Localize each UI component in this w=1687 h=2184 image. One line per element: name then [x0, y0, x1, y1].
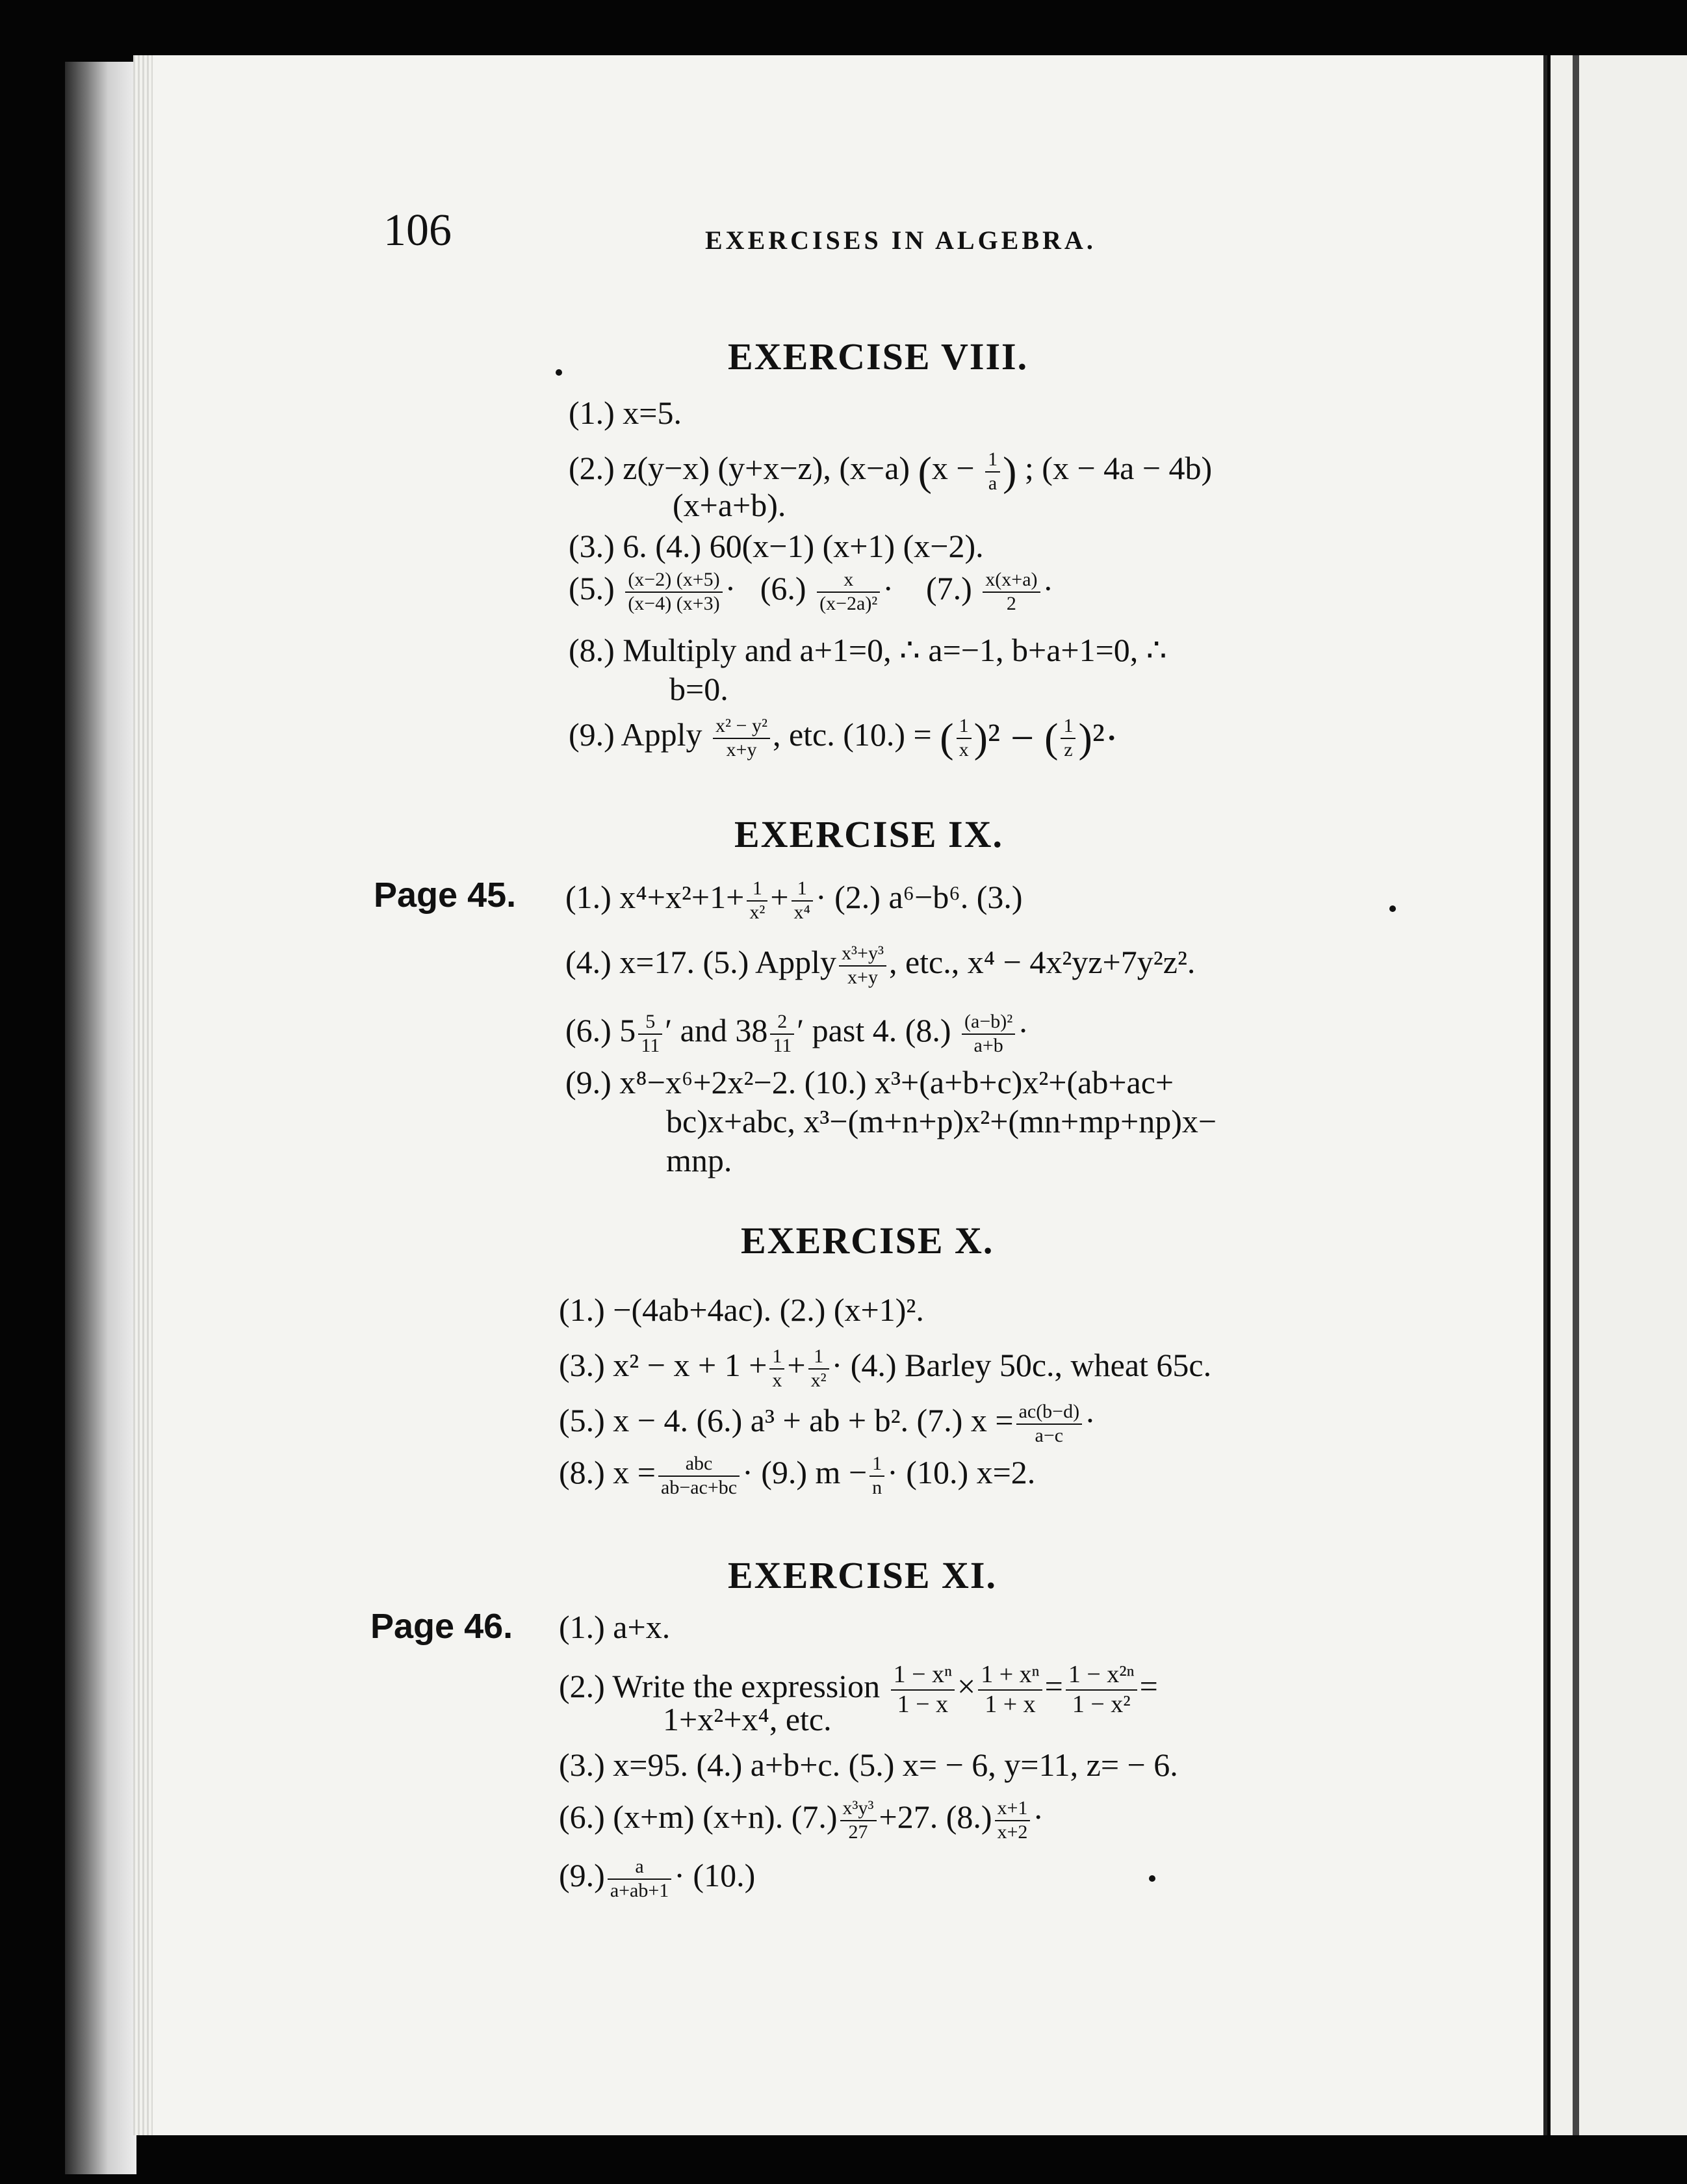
fraction: $\frac{1}{\text{x²}}$: [808, 1346, 829, 1392]
fraction: $\frac{x(x+a)}{2}$: [983, 569, 1040, 615]
ex11-answer-1: (1.) a+x.: [559, 1609, 671, 1645]
fraction: $\frac{ac(b-d)}{a-c}$: [1016, 1401, 1083, 1447]
ex11-answers-3-5: (3.) x=95. (4.) a+b+c. (5.) x= − 6, y=11, z= − 6.: [559, 1747, 1178, 1783]
ex8-answers-3-4: (3.) 6. (4.) 60(x−1) (x+1) (x−2).: [569, 528, 984, 564]
ex8-answer-8: (8.) Multiply and a+1=0, ∴ a=−1, b+a+1=0, ∴: [569, 632, 1167, 668]
ex9-answers-4-5: (4.) x=17. (5.) Apply $\frac{\text{x³+y³}}{x+y}$ , etc., x⁴ − 4x²yz+7y²z².: [565, 942, 1196, 988]
ex9-answer-10-continued: bc)x+abc, x³−(m+n+p)x²+(mn+mp+np)x−: [666, 1103, 1217, 1139]
fraction: $\frac{1}{\text{x⁴}}$: [792, 878, 813, 924]
ex10-answers-8-10: (8.) x = abc ab−ac+bc · (9.) m − $\frac{1}{n}$ · (10.) x=2.: [559, 1453, 1036, 1498]
fraction: $\frac{1}{z}$: [1061, 715, 1075, 761]
fraction: $\frac{x}{\text{(x−2a)²}}$: [817, 569, 880, 615]
ink-speck: [1149, 1875, 1155, 1882]
ex9-answers-6-8: (6.) 5 $\frac{5}{11}$ ′ and 38 $\frac{2}{11}$ ′ past 4. (8.) $\frac{\text{(a−b)²}}{a+b}$ ·: [565, 1011, 1029, 1056]
exercise-x-heading: EXERCISE X.: [741, 1219, 994, 1262]
fraction: $\frac{\text{(a−b)²}}{a+b}$: [962, 1011, 1015, 1057]
exercise-viii-heading: EXERCISE VIII.: [728, 335, 1029, 378]
ex10-answers-3-4: (3.) x² − x + 1 + $\frac{1}{x}$ + $\frac{1}{\text{x²}}$ · (4.) Barley 50c., wheat 65c.: [559, 1346, 1212, 1391]
ex8-answers-5-7: (5.) $\frac{(x-2) (x+5)}{(x-4) (x+3)}$ · (6.) $\frac{x}{\text{(x−2a)²}}$ · (7.) $\frac{x(x+a)}{2}$ ·: [569, 569, 1054, 614]
fraction: $\frac{\text{x² − y²}}{x+y}$: [713, 715, 770, 761]
ex8-answer-2-text: (2.) z(y−x) (y+x−z), (x−a): [569, 449, 910, 486]
ex11-answers-6-8: (6.) (x+m) (x+n). (7.) $\frac{\text{x³y³}}{27}$ +27. (8.) $\frac{x+1}{x+2}$ ·: [559, 1797, 1044, 1843]
page-gutter-line: [1573, 55, 1579, 2135]
facing-page-edge: [1551, 55, 1687, 2135]
ex8-answer-2-tail: ; (x − 4a − 4b): [1024, 449, 1213, 486]
ink-speck: [1389, 905, 1396, 912]
fraction: abc ab−ac+bc: [658, 1453, 740, 1499]
ex8-answers-9-10: (9.) Apply $\frac{\text{x² − y²}}{x+y}$ , etc. (10.) = ( $\frac{1}{x}$ )² − ( $\frac{1}{z}$ )²·: [569, 714, 1119, 761]
ink-speck: [556, 369, 562, 376]
ex8-answer-2-inner: x −: [931, 449, 975, 486]
fraction: $\frac{1}{x}$: [957, 715, 972, 761]
fraction: $\frac{x+1}{x+2}$: [995, 1797, 1031, 1843]
ex9-answer-10-end: mnp.: [666, 1142, 732, 1178]
fraction: $\frac{2}{11}$: [770, 1011, 794, 1057]
fraction: $\frac{5}{11}$: [638, 1011, 662, 1057]
fraction: $\frac{1}{\text{x²}}$: [747, 878, 767, 924]
exercise-ix-heading: EXERCISE IX.: [734, 813, 1003, 855]
running-title: EXERCISES IN ALGEBRA.: [705, 226, 1096, 255]
ex11-answer-2: (2.) Write the expression $\frac{\text{1 − xⁿ}}{1 - x}$ × $\frac{\text{1 + xⁿ}}{1 + x}$ = $\frac{\text{1 − x²ⁿ}}{\text{1 − x²}}$ =: [559, 1661, 1158, 1718]
ex11-answers-9-10: (9.) $\frac{a}{a+ab+1}$ · (10.): [559, 1856, 756, 1901]
ex11-answer-2-continued: 1+x²+x⁴, etc.: [663, 1701, 832, 1737]
fraction: $\frac{(x-2) (x+5)}{(x-4) (x+3)}$: [625, 569, 722, 615]
ex9-answers-1-3: (1.) x⁴+x²+1+ $\frac{1}{\text{x²}}$ + $\frac{1}{\text{x⁴}}$ · (2.) a⁶−b⁶. (3.): [565, 878, 1023, 923]
ex8-answer-2: [569, 448, 1212, 495]
fraction: $\frac{1}{a}$: [985, 448, 1000, 495]
page-reference-46: Page 46.: [370, 1607, 513, 1646]
exercise-xi-heading: EXERCISE XI.: [728, 1554, 997, 1596]
fraction: $\frac{\text{1 + xⁿ}}{1 + x}$: [978, 1661, 1042, 1719]
fraction: $\frac{\text{1 − x²ⁿ}}{\text{1 − x²}}$: [1066, 1661, 1137, 1719]
page-reference-45: Page 45.: [374, 876, 517, 915]
fraction: $\frac{\text{1 − xⁿ}}{1 - x}$: [891, 1661, 955, 1719]
fraction: $\frac{1}{x}$: [769, 1346, 784, 1392]
ex8-answer-1: (1.) x=5.: [569, 395, 682, 431]
ex8-answer-2-continued: (x+a+b).: [673, 487, 786, 523]
ex10-answers-5-7: (5.) x − 4. (6.) a³ + ab + b². (7.) x = $\frac{ac(b-d)}{a-c}$ ·: [559, 1401, 1096, 1446]
fraction: $\frac{1}{n}$: [869, 1453, 884, 1499]
ex10-answers-1-2: (1.) −(4ab+4ac). (2.) (x+1)².: [559, 1292, 924, 1328]
paren: ): [1003, 448, 1017, 495]
ex8-answer-8-continued: b=0.: [669, 671, 728, 707]
fraction: $\frac{\text{x³y³}}{27}$: [840, 1797, 877, 1843]
book-binding: [65, 62, 136, 2174]
ex9-answers-9-10: (9.) x⁸−x⁶+2x²−2. (10.) x³+(a+b+c)x²+(ab+ac+: [565, 1064, 1174, 1100]
fraction: $\frac{a}{a+ab+1}$: [608, 1856, 671, 1902]
page-number: 106: [383, 205, 452, 255]
paren: (: [918, 448, 932, 495]
fraction: $\frac{\text{x³+y³}}{x+y}$: [839, 942, 886, 989]
